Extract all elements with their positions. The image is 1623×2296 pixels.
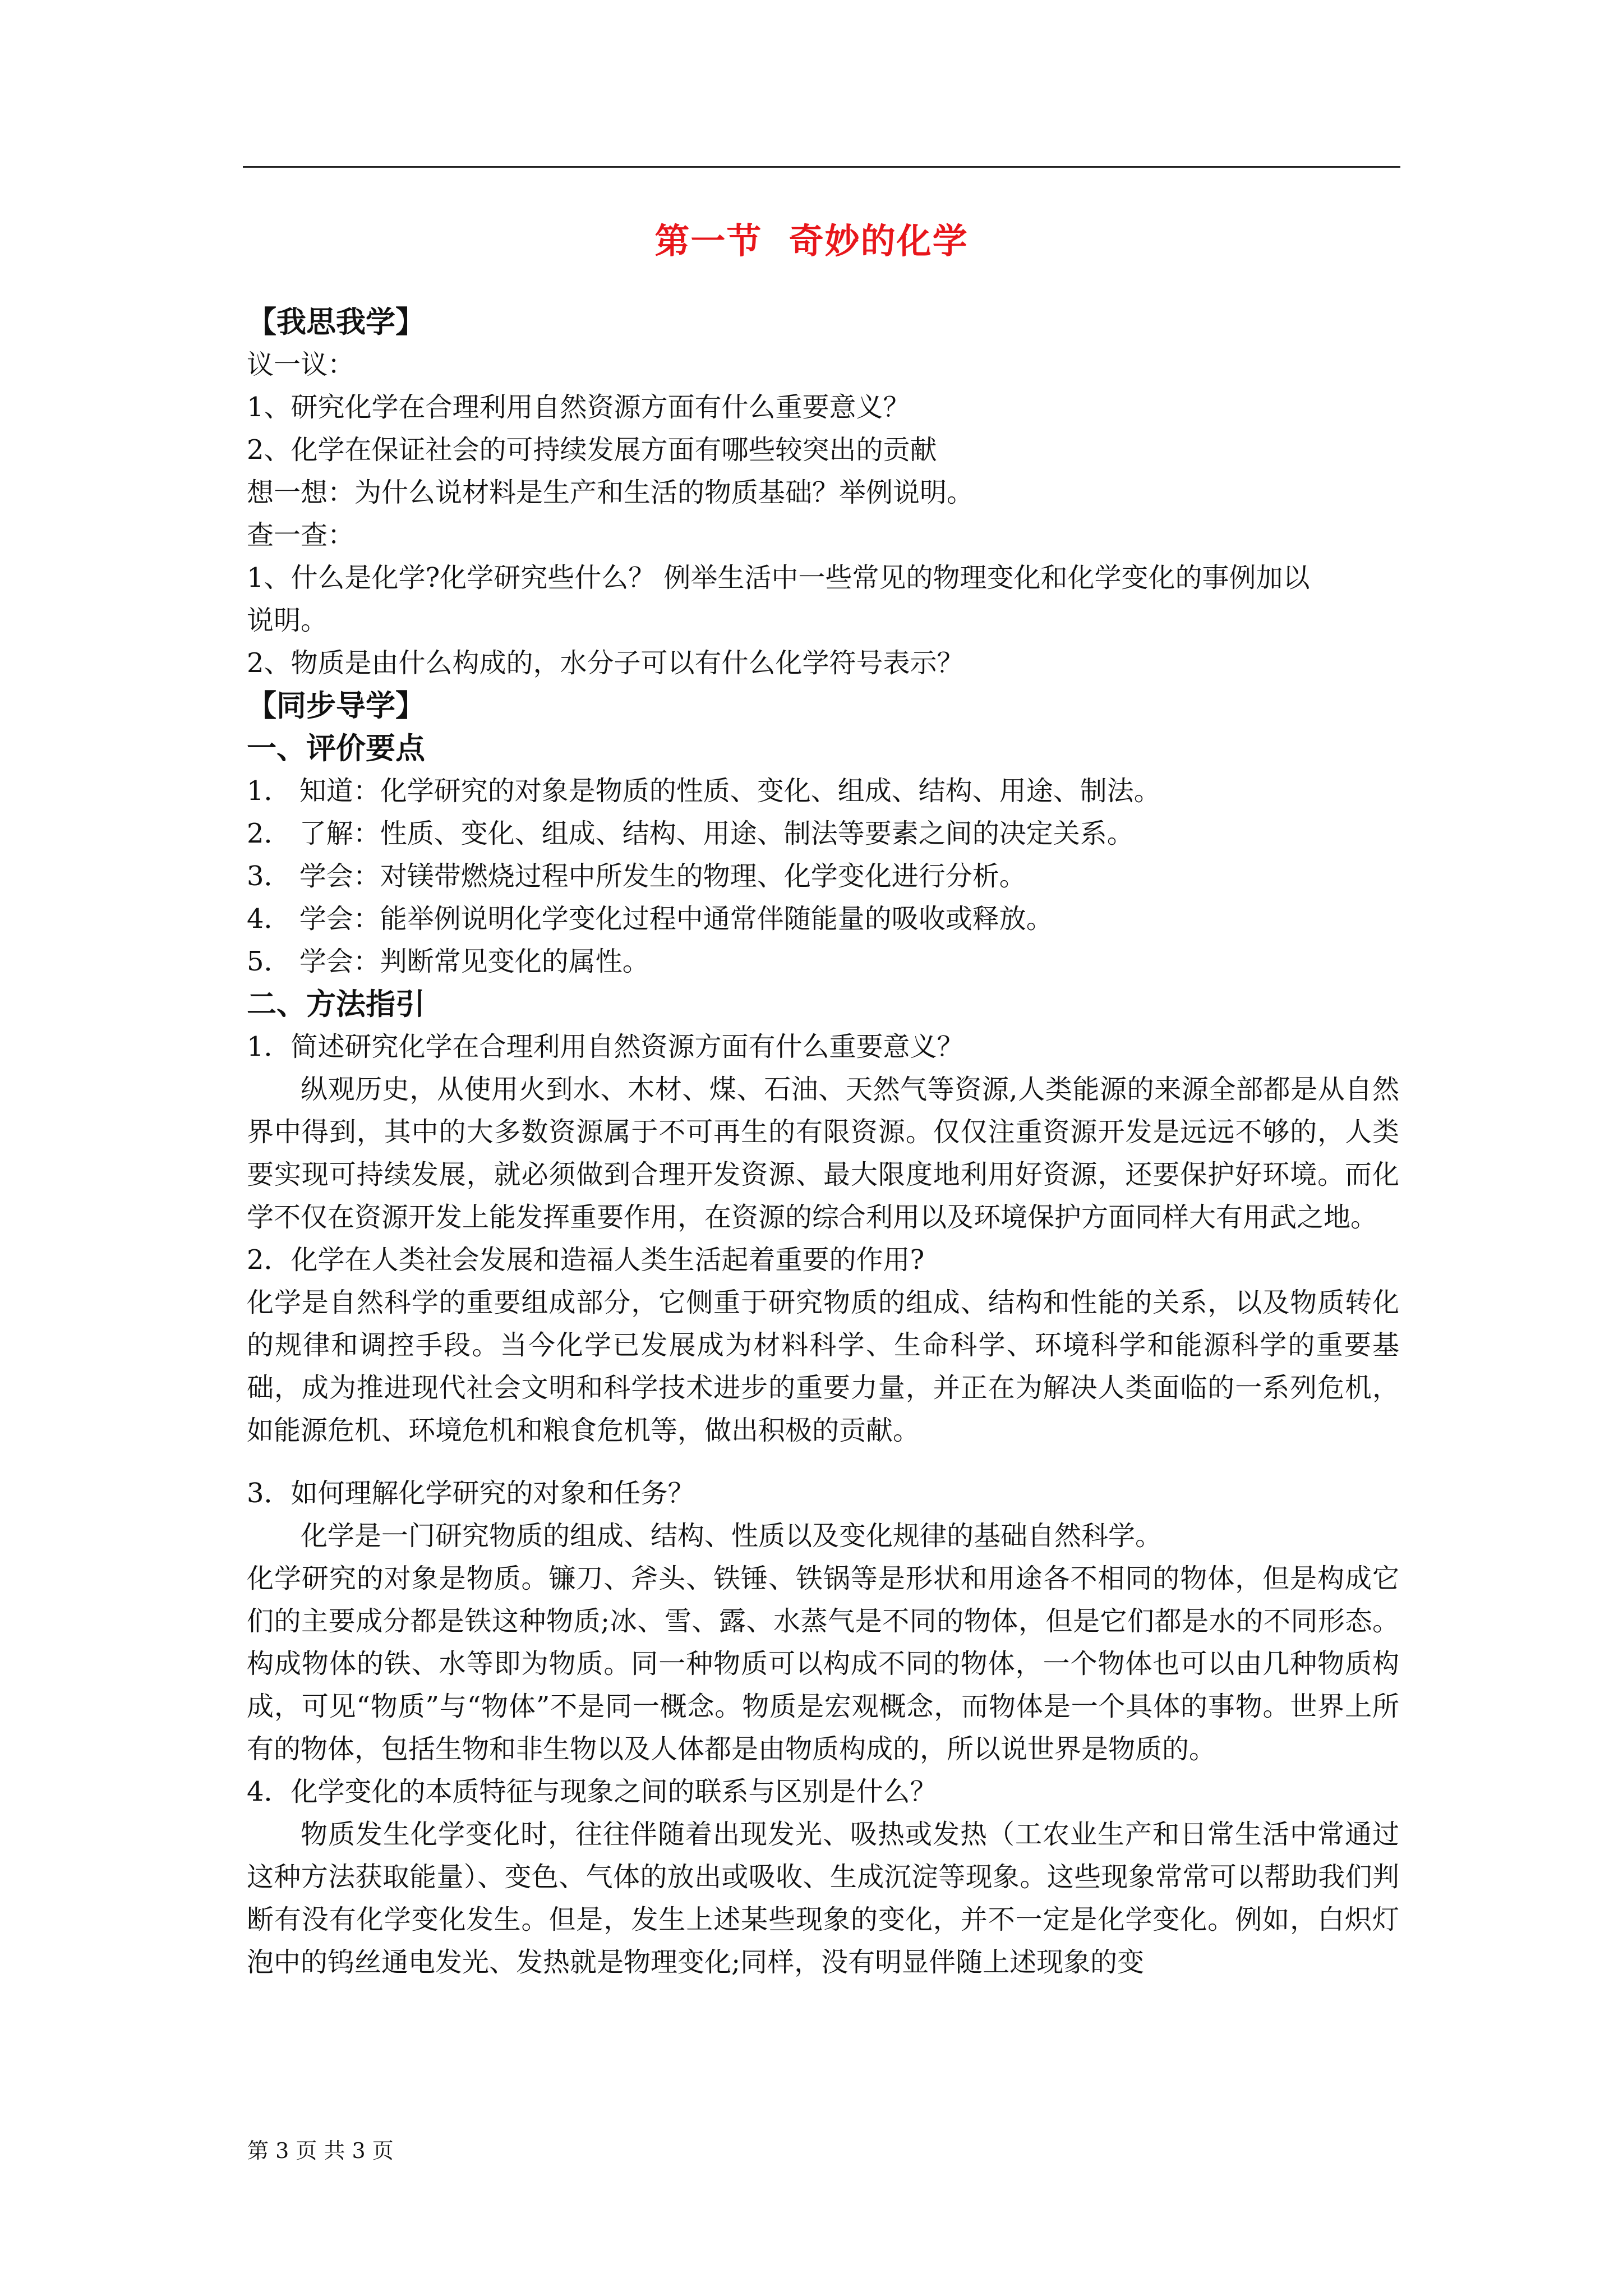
question-3: 3．如何理解化学研究的对象和任务？: [247, 1478, 695, 1509]
discuss-item-2: 2、化学在保证社会的可持续发展方面有哪些较突出的贡献: [247, 434, 937, 466]
answer-3-lead: 化学是一门研究物质的组成、结构、性质以及变化规律的基础自然科学。: [301, 1520, 1163, 1552]
check-label: 查一查：: [247, 519, 355, 551]
page-footer: 第 3 页 共 3 页: [247, 2138, 394, 2163]
header-rule: [243, 166, 1400, 168]
subheading-evaluation: 一、评价要点: [247, 731, 425, 766]
discuss-item-1: 1、研究化学在合理利用自然资源方面有什么重要意义？: [247, 392, 910, 423]
question-2: 2．化学在人类社会发展和造福人类生活起着重要的作用?: [247, 1244, 925, 1276]
check-item-1: 1、什么是化学?化学研究些什么？ 例举生活中一些常见的物理变化和化学变化的事例加以: [247, 562, 1310, 593]
section-heading-think-learn: 【我思我学】: [247, 305, 425, 339]
answer-4: 物质发生化学变化时，往往伴随着出现发光、吸热或发热（工农业生产和日常生活中常通过这种方法获取能量）、变色、气体的放出或吸收、生成沉淀等现象。这些现象常常可以帮助我们判断有没有化学变化发生。但是，发生上述某些现象的变化，并不一定是化学变化。例如，白炽灯泡中的钨丝通电发光、发热就是物理变化;同样，没有明显伴随上述现象的变: [247, 1819, 1399, 1978]
eval-point-1: 1． 知道：化学研究的对象是物质的性质、变化、组成、结构、用途、制法。: [247, 775, 1161, 807]
check-item-1-cont: 说明。: [247, 605, 328, 636]
subheading-method: 二、方法指引: [247, 987, 425, 1022]
answer-1: 纵观历史，从使用火到水、木材、煤、石油、天然气等资源,人类能源的来源全部都是从自然界中得到，其中的大多数资源属于不可再生的有限资源。仅仅注重资源开发是远远不够的，人类要实现可持续发展，就必须做到合理开发资源、最大限度地利用好资源，还要保护好环境。而化学不仅在资源开发上能发挥重要作用，在资源的综合利用以及环境保护方面同样大有用武之地。: [247, 1074, 1399, 1233]
discuss-label: 议一议：: [247, 349, 355, 380]
paragraph-gap: [247, 1452, 1399, 1472]
question-4: 4．化学变化的本质特征与现象之间的联系与区别是什么？: [247, 1776, 937, 1807]
eval-point-3: 3． 学会：对镁带燃烧过程中所发生的物理、化学变化进行分析。: [247, 861, 1026, 892]
section-heading-sync-guide: 【同步导学】: [247, 688, 425, 723]
eval-point-4: 4． 学会：能举例说明化学变化过程中通常伴随能量的吸收或释放。: [247, 903, 1053, 935]
answer-2: 化学是自然科学的重要组成部分，它侧重于研究物质的组成、结构和性能的关系，以及物质转化的规律和调控手段。当今化学已发展成为材料科学、生命科学、环境科学和能源科学的重要基础，成为推进现代社会文明和科学技术进步的重要力量，并正在为解决人类面临的一系列危机，如能源危机、环境危机和粮食危机等，做出积极的贡献。: [247, 1287, 1399, 1446]
check-item-2: 2、物质是由什么构成的，水分子可以有什么化学符号表示？: [247, 647, 964, 679]
answer-3: 化学研究的对象是物质。镰刀、斧头、铁锤、铁锅等是形状和用途各不相同的物体，但是构成它们的主要成分都是铁这种物质;冰、雪、露、水蒸气是不同的物体，但是它们都是水的不同形态。构成物体的铁、水等即为物质。同一种物质可以构成不同的物体，一个物体也可以由几种物质构成，可见“物质”与“物体”不是同一概念。物质是宏观概念，而物体是一个具体的事物。世界上所有的物体，包括生物和非生物以及人体都是由物质构成的，所以说世界是物质的。: [247, 1563, 1399, 1765]
think-question: 想一想：为什么说材料是生产和生活的物质基础？举例说明。: [247, 477, 974, 508]
eval-point-5: 5． 学会：判断常见变化的属性。: [247, 946, 649, 977]
eval-point-2: 2． 了解：性质、变化、组成、结构、用途、制法等要素之间的决定关系。: [247, 818, 1134, 849]
page-title: 第一节 奇妙的化学: [654, 220, 969, 261]
document-body: [247, 301, 1399, 1984]
question-1: 1．简述研究化学在合理利用自然资源方面有什么重要意义？: [247, 1031, 964, 1062]
